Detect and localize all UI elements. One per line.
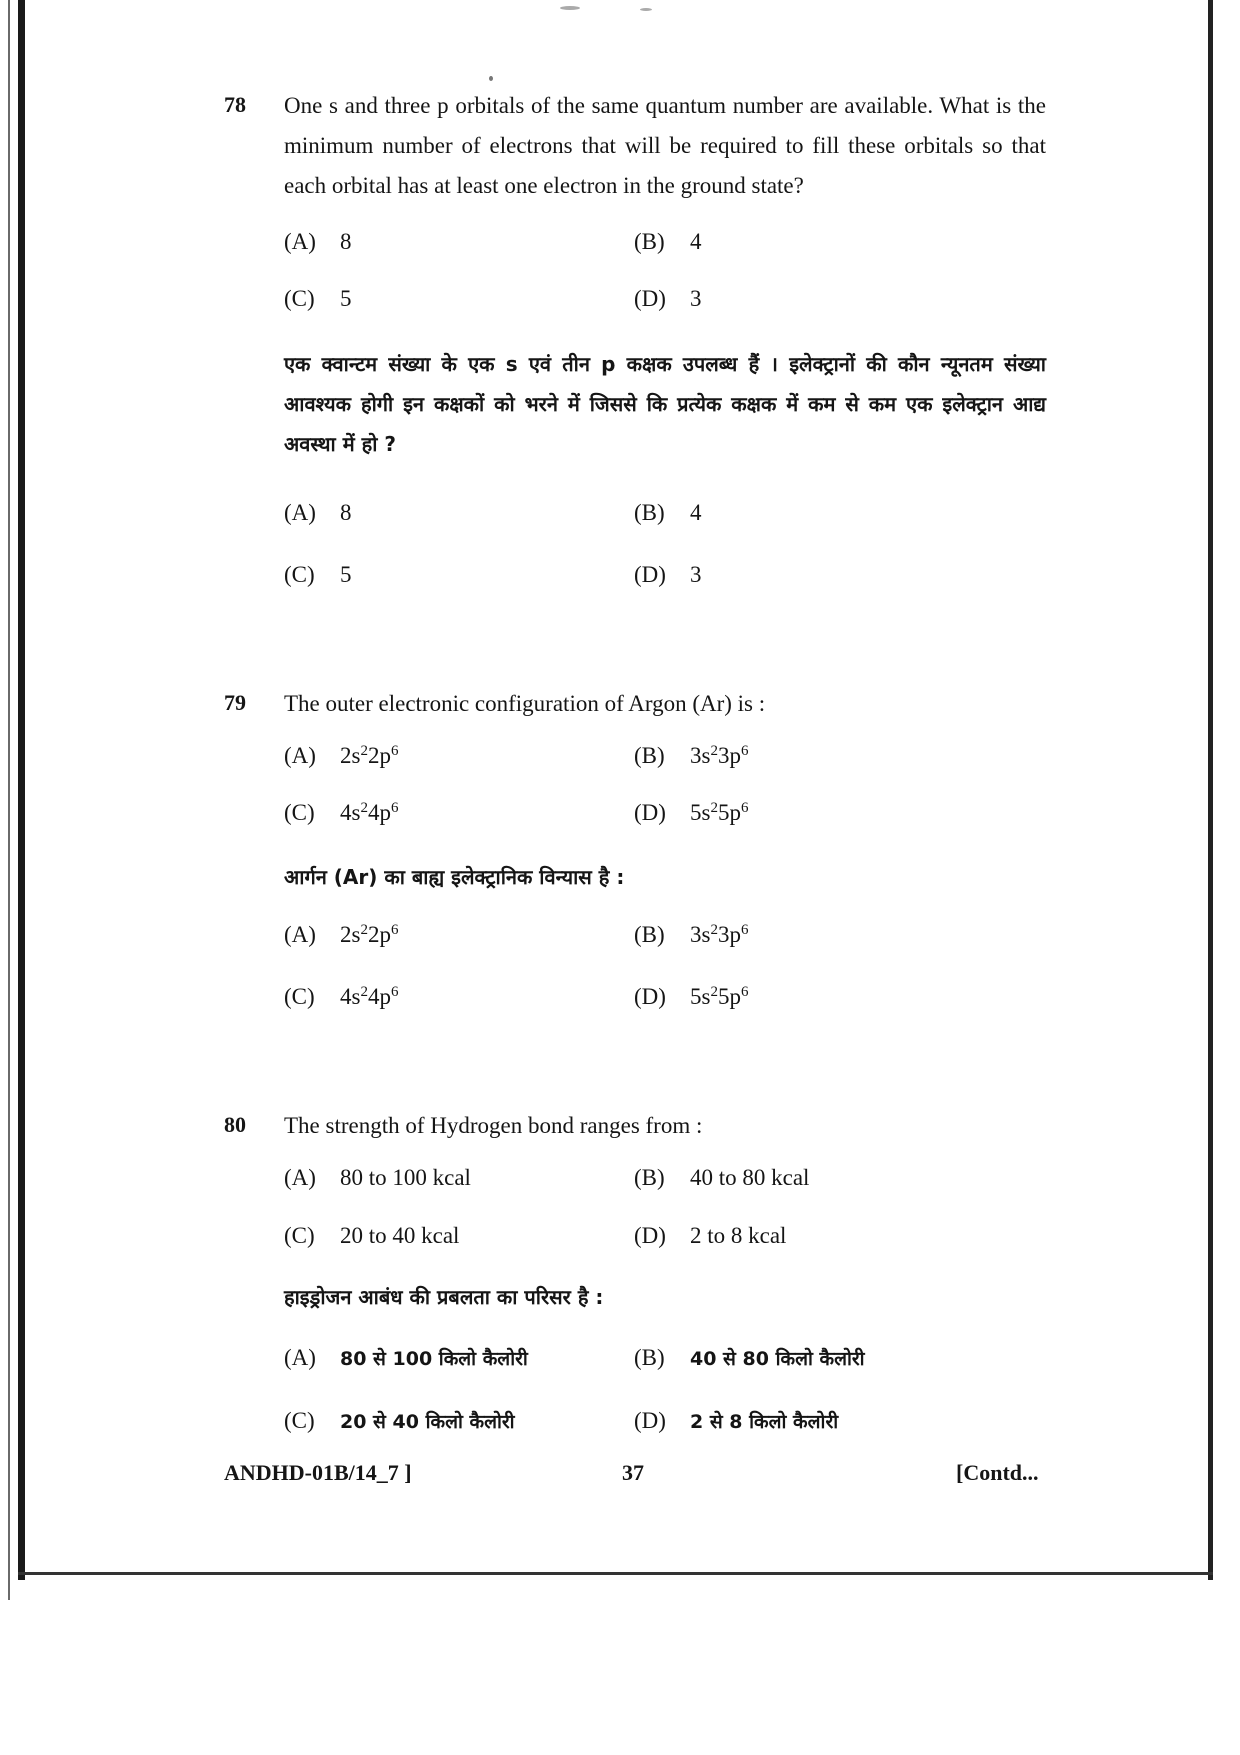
q79-hi-option-b: [634, 922, 748, 948]
option-value: 20 से 40 किलो कैलोरी: [340, 1411, 515, 1433]
option-value: $2s^22p^6$: [340, 743, 399, 768]
option-label: (B): [634, 1165, 665, 1190]
option-value: $3s^23p^6$: [690, 743, 749, 768]
q78-hi-option-c: [284, 562, 352, 588]
option-label: (D): [634, 562, 666, 587]
option-value: 8: [340, 229, 352, 254]
question-78-number: 78: [224, 92, 246, 117]
q80-en-option-c: [284, 1223, 459, 1249]
q79-en-option-c: [284, 800, 398, 826]
option-value: $4s^24p^6$: [340, 984, 399, 1009]
option-label: (A): [284, 1165, 316, 1190]
paper-code: ANDHD-01B/14_7 ]: [224, 1460, 412, 1485]
q79-hi-option-a: [284, 922, 398, 948]
option-label: (C): [284, 286, 315, 311]
q78-en-option-b: [634, 229, 702, 255]
q78-en-option-c: [284, 286, 352, 312]
option-value: $5s^25p^6$: [690, 800, 749, 825]
option-label: (B): [634, 229, 665, 254]
question-78-text-hi: एक क्वान्टम संख्या के एक s एवं तीन p कक्षक उपलब्ध हैं । इलेक्ट्रानों की कौन न्यूनतम संख्या आवश्यक होगी इन कक्षकों को भरने में जिससे कि प्रत्येक कक्षक में कम से कम एक इलेक्ट्रान आद्य अवस्था में हो ?: [284, 352, 1046, 456]
question-79-text-hi: आर्गन (Ar) का बाह्य इलेक्ट्रानिक विन्यास है :: [284, 865, 625, 889]
option-label: (A): [284, 1345, 316, 1370]
option-value: 80 से 100 किलो कैलोरी: [340, 1348, 528, 1370]
option-label: (A): [284, 500, 316, 525]
option-value: 5: [340, 562, 352, 587]
option-label: (C): [284, 984, 315, 1009]
option-value: 8: [340, 500, 352, 525]
option-value: 2 से 8 किलो कैलोरी: [690, 1411, 839, 1433]
option-value: 3: [690, 562, 702, 587]
q78-en-option-d: [634, 286, 702, 312]
page-number: 37: [622, 1460, 644, 1485]
q79-hi-option-d: [634, 984, 748, 1010]
option-label: (D): [634, 800, 666, 825]
option-label: (B): [634, 500, 665, 525]
question-80-text-hi: हाइड्रोजन आबंध की प्रबलता का परिसर है :: [284, 1285, 604, 1309]
q79-en-option-d: [634, 800, 748, 826]
option-label: (D): [634, 286, 666, 311]
q79-en-option-b: [634, 743, 748, 769]
q80-hi-option-b: [634, 1345, 865, 1371]
option-value: 40 to 80 kcal: [690, 1165, 810, 1190]
q78-hi-option-a: [284, 500, 352, 526]
option-value: 40 से 80 किलो कैलोरी: [690, 1348, 865, 1370]
q80-hi-option-d: [634, 1408, 838, 1434]
option-value: 2 to 8 kcal: [690, 1223, 787, 1248]
q78-en-option-a: [284, 229, 352, 255]
option-label: (A): [284, 229, 316, 254]
option-label: (B): [634, 743, 665, 768]
option-value: $5s^25p^6$: [690, 984, 749, 1009]
q80-en-option-a: [284, 1165, 471, 1191]
option-value: $3s^23p^6$: [690, 922, 749, 947]
option-value: 4: [690, 229, 702, 254]
option-label: (C): [284, 1223, 315, 1248]
option-value: 4: [690, 500, 702, 525]
option-label: (B): [634, 1345, 665, 1370]
q79-hi-option-c: [284, 984, 398, 1010]
question-79-number: 79: [224, 690, 246, 715]
option-label: (D): [634, 1223, 666, 1248]
option-label: (A): [284, 743, 316, 768]
option-value: 20 to 40 kcal: [340, 1223, 460, 1248]
q80-hi-option-a: [284, 1345, 528, 1371]
scan-speck: [489, 76, 493, 81]
q78-hi-option-b: [634, 500, 702, 526]
option-label: (C): [284, 800, 315, 825]
option-label: (D): [634, 984, 666, 1009]
option-label: (A): [284, 922, 316, 947]
q78-hi-option-d: [634, 562, 702, 588]
option-value: 80 to 100 kcal: [340, 1165, 471, 1190]
option-label: (C): [284, 1408, 315, 1433]
option-value: 3: [690, 286, 702, 311]
option-label: (C): [284, 562, 315, 587]
option-value: $4s^24p^6$: [340, 800, 399, 825]
option-label: (B): [634, 922, 665, 947]
scan-speck: [560, 6, 580, 10]
question-80-text-en: The strength of Hydrogen bond ranges from :: [284, 1113, 703, 1138]
scan-speck: [640, 8, 652, 11]
q80-hi-option-c: [284, 1408, 515, 1434]
option-label: (D): [634, 1408, 666, 1433]
continued-label: [Contd...: [956, 1460, 1039, 1485]
option-value: $2s^22p^6$: [340, 922, 399, 947]
q80-en-option-d: [634, 1223, 786, 1249]
question-80-number: 80: [224, 1112, 246, 1137]
option-value: 5: [340, 286, 352, 311]
q80-en-option-b: [634, 1165, 809, 1191]
question-79-text-en: The outer electronic configuration of Argon (Ar) is :: [284, 691, 766, 716]
q79-en-option-a: [284, 743, 398, 769]
question-78-text-en: One s and three p orbitals of the same quantum number are available. What is the minimum number of electrons that will be required to fill these orbitals so that each orbital has at least one electron in the ground state?: [284, 93, 1046, 198]
